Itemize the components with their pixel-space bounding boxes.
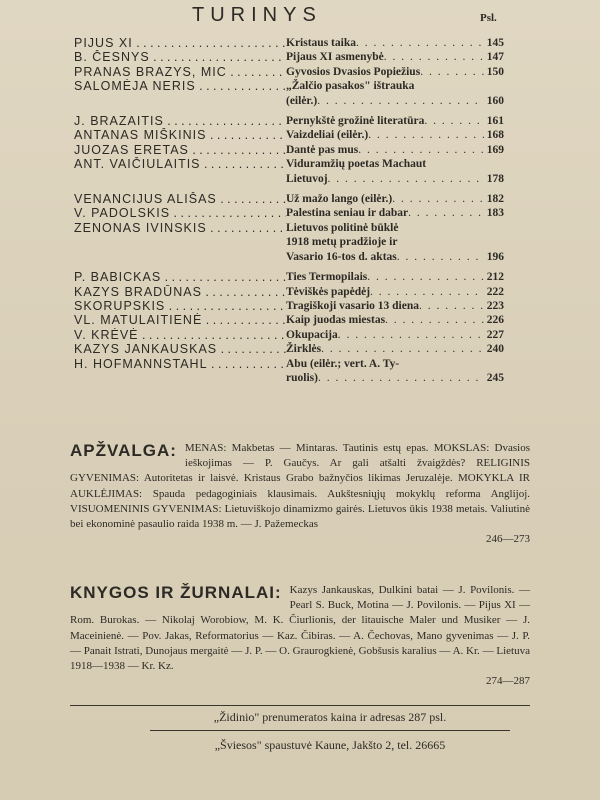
toc-title <box>286 206 504 220</box>
toc-title-text: Žirklės <box>286 343 322 356</box>
toc-entry <box>74 299 504 313</box>
toc-title <box>286 342 504 356</box>
toc-title-text: Pijaus XI asmenybė <box>286 51 384 64</box>
page-title: TURINYS <box>192 4 322 26</box>
toc-title <box>286 79 504 108</box>
toc-title-text: Kaip juodas miestas <box>286 314 386 327</box>
toc-author: ZENONAS IVINSKIS . . . <box>74 221 286 235</box>
toc-entry <box>74 79 504 108</box>
toc-title-line <box>286 342 504 356</box>
toc-title-text: (eilėr.) <box>286 94 318 107</box>
leader-dots <box>356 36 484 50</box>
toc-page-number: 227 <box>486 328 504 341</box>
toc-title-text: Okupacija <box>286 328 338 341</box>
toc-title-line <box>286 206 504 220</box>
toc-title-text: „Žalčio pasakos" ištrauka <box>286 80 415 93</box>
toc-author: VENANCIJUS ALIŠAS . . . <box>74 192 286 206</box>
toc-title-line <box>286 36 504 50</box>
toc-title-text: 1918 metų pradžioje ir <box>286 236 398 249</box>
toc-entry <box>74 65 504 79</box>
toc-author: SKORUPSKIS . . . <box>74 299 286 313</box>
toc-author: JUOZAS ERETAS . . . <box>74 143 286 157</box>
leader-dots <box>420 65 484 79</box>
toc-entry <box>74 357 504 386</box>
toc-page-number: 168 <box>486 129 504 142</box>
toc-title-line <box>286 128 504 142</box>
knygos-body: Kazys Jankauskas, Dulkini batai — J. Povilonis. — Pearl S. Buck, Motina — J. Povilonis. — Pijus XI — Rom. Burokas. — Nikolaj Worobiow, M. K. Čiurlionis, der litauische Maler und Musiker — J. Maceinienė. — Pov. Jakas, Reformatorius — Kaz. Čibiras. — A. Čechovas, Mano gyvenimas — J. P. — Panait Istrati, Dunojaus mergaitė — J. P. — O. Graurogkienė, Gobšusis karalius — A. Kr. — Lietuva 1918—1938 — Kr. Kz. <box>70 584 530 673</box>
apzvalga-heading: APŽVALGA: <box>70 441 177 460</box>
toc-author: J. BRAZAITIS . . . <box>74 114 286 128</box>
toc-title <box>286 299 504 313</box>
apzvalga-body: MENAS: Makbetas — Mintaras. Tautinis estų epas. MOKSLAS: Dvasios ieškojimas — P. Gaučys. Ar gali atšalti žvaigždės? RELIGINIS GYVENIMAS: Autoritetas ir laisvė. Kristaus Grabo bažnyčios likimas Jeruzalėje. MOKYKLA IR AUKLĖJIMAS: Spauda pedagoginiais klausimais. Aukštesniųjų mokyklų reforma Anglijoj. VISUOMENINIS GYVENIMAS: Lietuviškojo dinamizmo gairės. Lietuvos ūkis 1938 metais. Valiutinė bei ekonominė pasaulio raida 1938 m. — J. Pažemeckas <box>70 442 530 531</box>
divider-line <box>70 705 530 706</box>
toc-title <box>286 313 504 327</box>
toc-page-number: 240 <box>486 343 504 356</box>
toc-title-text: Lietuvoj <box>286 172 328 185</box>
printer-notice: „Šviesos" spaustuvė Kaune, Jakšto 2, tel. 26665 <box>214 738 446 752</box>
toc-title <box>286 143 504 157</box>
toc-title <box>286 36 504 50</box>
toc-title-text: Gyvosios Dvasios Popiežius <box>286 65 421 78</box>
toc-author: V. KRĖVĖ . . . <box>74 328 286 342</box>
toc-title-text: Vaizdeliai (eilėr.) <box>286 129 369 142</box>
leader-dots <box>384 50 484 64</box>
leader-dots <box>368 128 484 142</box>
apzvalga-section <box>70 441 530 547</box>
leader-dots <box>392 192 484 206</box>
toc-title-line <box>286 143 504 157</box>
toc-title-text: Ties Termopilais <box>286 271 368 284</box>
toc-entry <box>74 128 504 142</box>
toc-title <box>286 221 504 264</box>
toc-page-number: 222 <box>486 285 504 298</box>
toc-page-number: 160 <box>486 94 504 107</box>
toc-title-text: ruolis) <box>286 371 318 384</box>
leader-dots <box>321 342 484 356</box>
toc-author: ANT. VAIČIULAITIS . . . <box>74 157 286 171</box>
leader-dots <box>419 299 484 313</box>
toc-title <box>286 328 504 342</box>
toc-page-number: 196 <box>486 250 504 263</box>
toc-page-number: 182 <box>486 193 504 206</box>
toc-entry <box>74 328 504 342</box>
toc-title-text: Lietuvos politinė būklė <box>286 221 399 234</box>
toc-title-text: Dantė pas mus <box>286 143 359 156</box>
table-of-contents <box>74 36 504 391</box>
leader-dots <box>408 206 484 220</box>
toc-entry <box>74 270 504 284</box>
toc-title <box>286 357 504 386</box>
toc-title-line <box>286 235 504 249</box>
leader-dots <box>317 94 484 108</box>
leader-dots <box>367 270 483 284</box>
toc-title <box>286 114 504 128</box>
toc-page-number: 223 <box>486 299 504 312</box>
toc-title-text: Abu (eilėr.; vert. A. Ty- <box>286 357 400 370</box>
toc-page-number: 178 <box>486 172 504 185</box>
toc-title-line <box>286 65 504 79</box>
toc-entry <box>74 114 504 128</box>
toc-author: ANTANAS MIŠKINIS . . . <box>74 128 286 142</box>
toc-page-number: 150 <box>486 65 504 78</box>
toc-entry <box>74 50 504 64</box>
toc-title <box>286 285 504 299</box>
toc-title-text: Už mažo lango (eilėr.) <box>286 193 393 206</box>
toc-title-text: Tėviškės papėdėj <box>286 285 371 298</box>
leader-dots <box>338 328 484 342</box>
toc-title-line <box>286 79 504 93</box>
toc-title-line <box>286 299 504 313</box>
toc-author: SALOMĖJA NERIS . . . <box>74 79 286 93</box>
page-column-label: Psl. <box>480 12 497 24</box>
toc-title-text: Viduramžių poetas Machaut <box>286 158 427 171</box>
knygos-section <box>70 583 530 689</box>
leader-dots <box>424 114 483 128</box>
toc-entry <box>74 192 504 206</box>
toc-title <box>286 65 504 79</box>
toc-title-line <box>286 250 504 264</box>
toc-title-line <box>286 285 504 299</box>
knygos-heading: KNYGOS IR ŽURNALAI: <box>70 583 282 602</box>
leader-dots <box>358 143 484 157</box>
toc-page-number: 161 <box>486 115 504 128</box>
toc-entry <box>74 36 504 50</box>
toc-author: PIJUS XI . . . <box>74 36 286 50</box>
toc-title-line <box>286 114 504 128</box>
leader-dots <box>370 285 484 299</box>
leader-dots <box>328 172 484 186</box>
toc-entry <box>74 342 504 356</box>
toc-title-text: Kristaus taika <box>286 37 356 49</box>
knygos-pages: 274—287 <box>486 675 530 688</box>
toc-author: V. PADOLSKIS . . . <box>74 206 286 220</box>
toc-title-line <box>286 157 504 171</box>
toc-entry <box>74 313 504 327</box>
toc-author: P. BABICKAS . . . <box>74 270 286 284</box>
toc-page-number: 169 <box>486 143 504 156</box>
toc-page-number: 212 <box>486 271 504 284</box>
toc-title-text: Pernykštė grožinė literatūra <box>286 115 425 128</box>
toc-title <box>286 270 504 284</box>
toc-title-text: Vasario 16-tos d. aktas <box>286 250 397 263</box>
toc-title-text: Tragiškoji vasario 13 diena <box>286 299 420 312</box>
toc-title <box>286 50 504 64</box>
toc-entry <box>74 143 504 157</box>
leader-dots <box>385 313 484 327</box>
toc-title <box>286 157 504 186</box>
toc-title-line <box>286 172 504 186</box>
toc-title-line <box>286 357 504 371</box>
leader-dots <box>397 250 484 264</box>
toc-entry <box>74 221 504 264</box>
toc-title-text: Palestina seniau ir dabar <box>286 207 409 220</box>
subscription-notice: „Židinio" prenumeratos kaina ir adresas 287 psl. <box>213 710 447 724</box>
toc-entry <box>74 285 504 299</box>
divider-line <box>150 730 510 731</box>
toc-title <box>286 192 504 206</box>
toc-title-line <box>286 50 504 64</box>
toc-title-line <box>286 270 504 284</box>
toc-entry <box>74 157 504 186</box>
toc-author: B. ČESNYS . . . <box>74 50 286 64</box>
toc-page-number: 147 <box>486 51 504 64</box>
toc-page-number: 245 <box>486 371 504 384</box>
toc-title-line <box>286 94 504 108</box>
toc-title-line <box>286 328 504 342</box>
toc-title-line <box>286 221 504 235</box>
toc-title-line <box>286 192 504 206</box>
toc-author: KAZYS JANKAUSKAS . . . <box>74 342 286 356</box>
toc-author: PRANAS BRAZYS, MIC . . . <box>74 65 286 79</box>
toc-title-line <box>286 313 504 327</box>
toc-title <box>286 128 504 142</box>
toc-title-line <box>286 371 504 385</box>
toc-author: VL. MATULAITIENĖ . . . <box>74 313 286 327</box>
toc-page-number: 183 <box>486 207 504 220</box>
toc-author: KAZYS BRADŪNAS . . . <box>74 285 286 299</box>
toc-entry <box>74 206 504 220</box>
apzvalga-pages: 246—273 <box>486 533 530 546</box>
toc-page-number: 226 <box>486 314 504 327</box>
toc-page-number: 145 <box>486 37 504 49</box>
leader-dots <box>318 371 484 385</box>
toc-author: H. HOFMANNSTAHL . . . <box>74 357 286 371</box>
